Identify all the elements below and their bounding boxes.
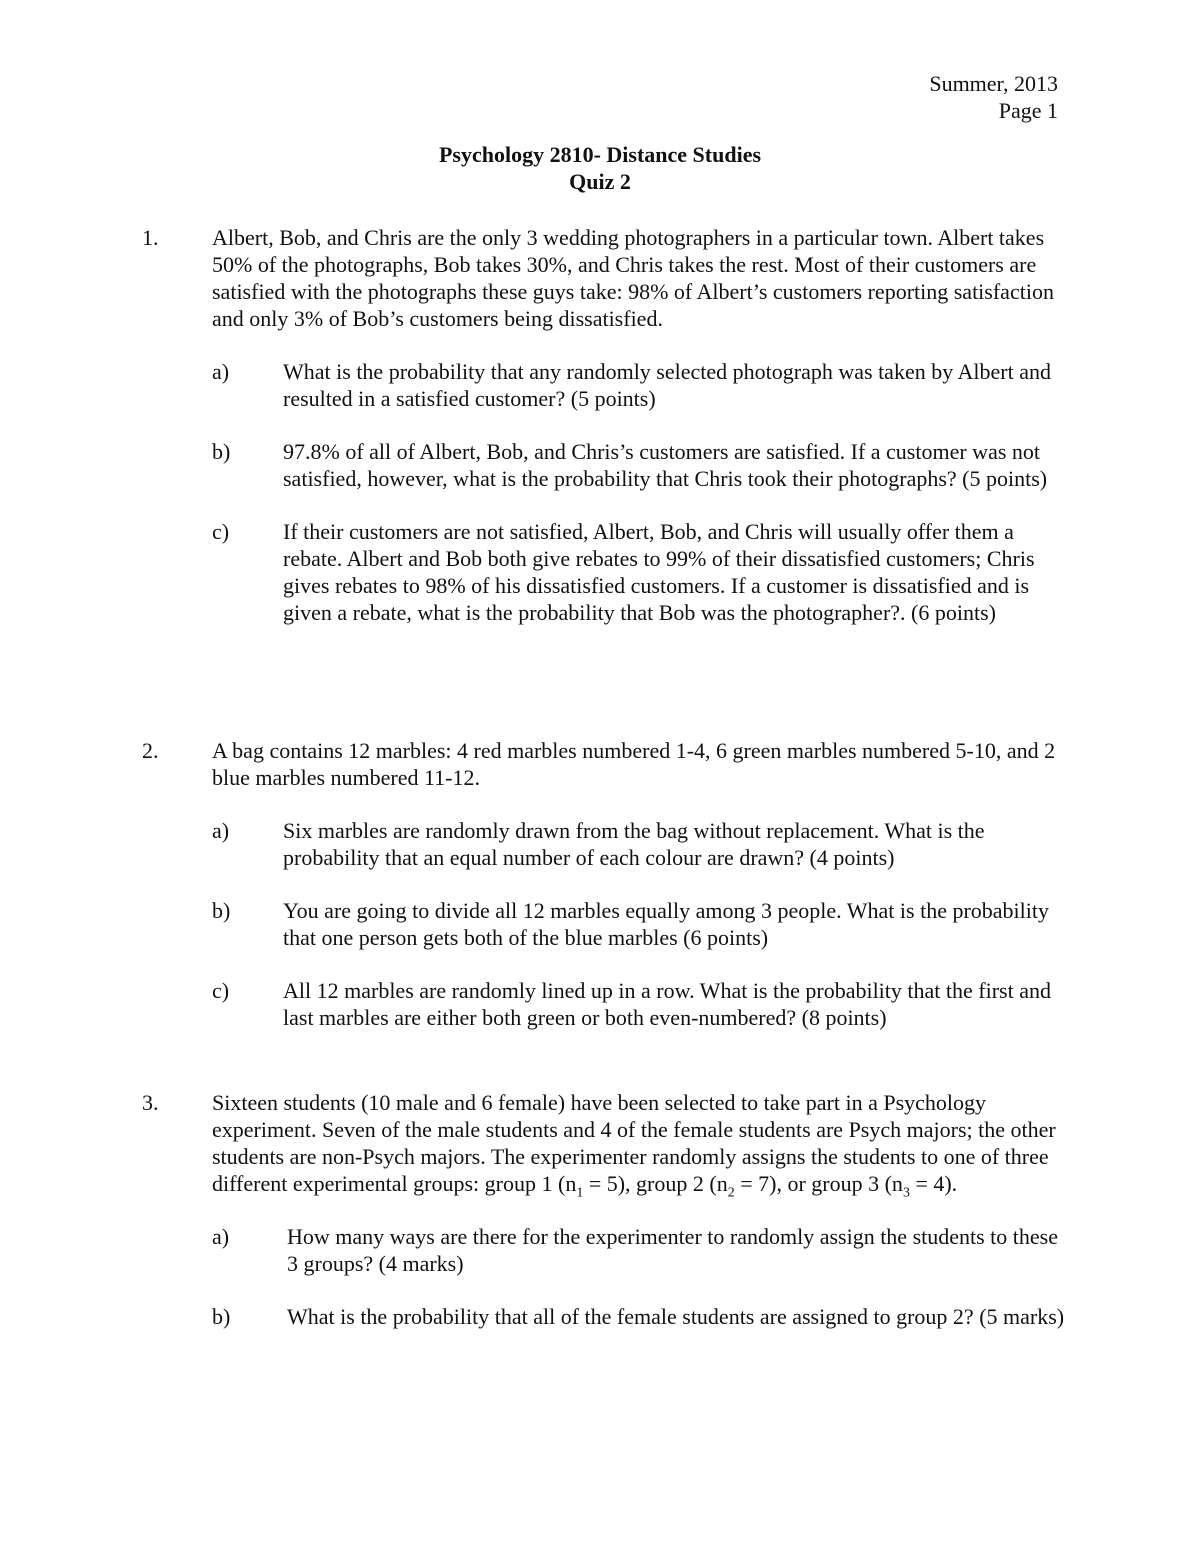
question-part <box>142 1303 1065 1330</box>
part-letter: c) <box>212 519 230 544</box>
part-letter: a) <box>212 359 230 384</box>
question-number: 3. <box>142 1090 159 1115</box>
question-2 <box>142 737 1062 1031</box>
question-part <box>142 358 1062 412</box>
part-text: All 12 marbles are randomly lined up in a row. What is the probability that the first and last marbles are either both green or both even-numbered? (8 points) <box>283 978 1051 1030</box>
question-text <box>212 1089 1062 1201</box>
quiz-title: Quiz 2 <box>569 169 631 194</box>
part-text: What is the probability that all of the female students are assigned to group 2? (5 marks) <box>287 1304 1065 1329</box>
question-3 <box>142 1089 1065 1330</box>
question-part <box>142 897 1062 951</box>
subscript: 1 <box>576 1185 584 1201</box>
part-text: Six marbles are randomly drawn from the bag without replacement. What is the probability that an equal number of each colour are drawn? (4 points) <box>283 818 985 870</box>
course-title: Psychology 2810- Distance Studies <box>438 142 762 167</box>
page-number: Page 1 <box>998 98 1058 123</box>
part-text: What is the probability that any randomly selected photograph was taken by Albert and resulted in a satisfied customer? (5 points) <box>283 359 1051 411</box>
page-header <box>929 70 1058 124</box>
question-text-part: = 5), group 2 (n <box>583 1171 728 1196</box>
term-label: Summer, 2013 <box>929 71 1058 96</box>
part-letter: a) <box>212 818 230 843</box>
question-number: 2. <box>142 738 159 763</box>
part-text: You are going to divide all 12 marbles equally among 3 people. What is the probability that one person gets both of the blue marbles (6 points) <box>283 898 1049 950</box>
question-part <box>142 1223 1062 1277</box>
question-part <box>142 518 1062 626</box>
question-text-part: = 4). <box>909 1171 958 1196</box>
question-part <box>142 977 1062 1031</box>
document-title <box>0 141 1200 195</box>
subscript: 2 <box>727 1185 735 1201</box>
question-text-part: Sixteen students (10 male and 6 female) have been selected to take part in a Psychology experiment. Seven of the male students and 4 of the female students are Psych majors; the other students are non-Psych majors. The experimenter randomly assigns the students to one of three different experimental groups: group 1 (n <box>212 1090 1056 1196</box>
question-part <box>142 817 1062 871</box>
part-letter: b) <box>212 439 231 464</box>
question-part <box>142 438 1062 492</box>
part-letter: b) <box>212 898 231 923</box>
part-letter: a) <box>212 1224 230 1249</box>
question-text: Albert, Bob, and Chris are the only 3 wedding photographers in a particular town. Albert takes 50% of the photographs, Bob takes 30%, and Chris takes the rest. Most of their customers are satisfied with the photographs these guys take: 98% of Albert’s customers reporting satisfaction and only 3% of Bob’s customers being dissatisfied. <box>212 225 1054 331</box>
part-text: How many ways are there for the experimenter to randomly assign the students to these 3 groups? (4 marks) <box>287 1224 1058 1276</box>
question-text: A bag contains 12 marbles: 4 red marbles numbered 1-4, 6 green marbles numbered 5-10, and 2 blue marbles numbered 11-12. <box>212 738 1056 790</box>
part-text: 97.8% of all of Albert, Bob, and Chris’s customers are satisfied. If a customer was not satisfied, however, what is the probability that Chris took their photographs? (5 points) <box>283 439 1048 491</box>
subscript: 3 <box>902 1185 910 1201</box>
question-text-part: = 7), or group 3 (n <box>734 1171 903 1196</box>
question-number: 1. <box>142 225 159 250</box>
part-letter: c) <box>212 978 230 1003</box>
part-letter: b) <box>212 1304 231 1329</box>
part-text: If their customers are not satisfied, Albert, Bob, and Chris will usually offer them a rebate. Albert and Bob both give rebates to 99% of their dissatisfied customers; Chris gives rebates to 98% of his dissatisfied customers. If a customer is dissatisfied and is given a rebate, what is the probability that Bob was the photographer?. (6 points) <box>283 519 1035 625</box>
question-1 <box>142 224 1062 626</box>
